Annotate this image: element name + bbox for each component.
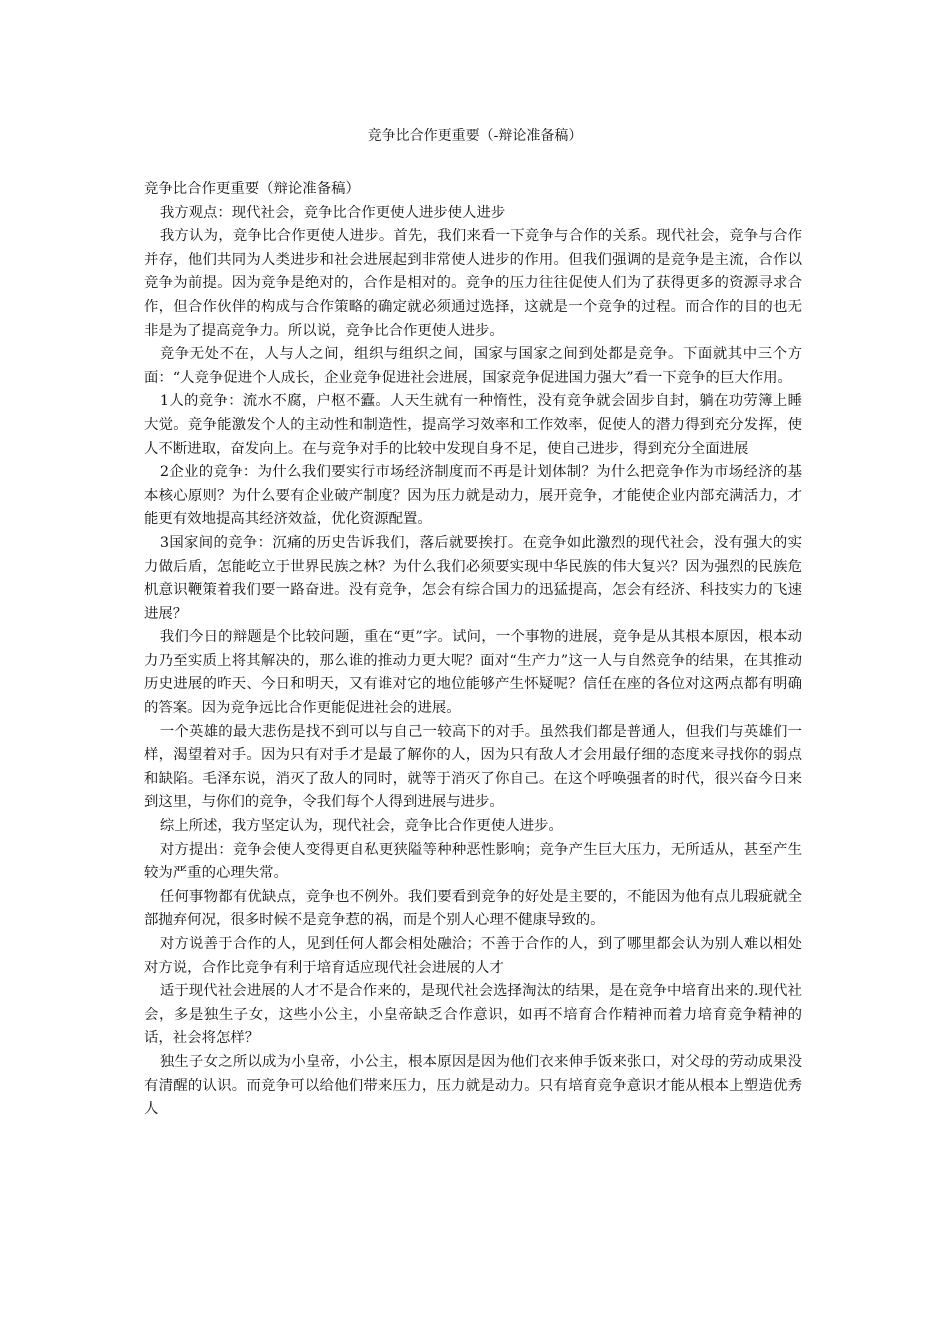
paragraph: 1人的竞争：流水不腐，户枢不蠹。人天生就有一种惰性，没有竞争就会固步自封，躺在功劳簿上睡大觉。竞争能激发个人的主动性和制造性，提高学习效率和工作效率，促使人的潜力得到充分发挥，使人不断进取，奋发向上。在与竞争对手的比较中发现自身不足，使自己进步，得到充分全面进展 — [144, 393, 802, 457]
paragraph: 对方提出：竞争会使人变得更自私更狭隘等种种恶性影响；竞争产生巨大压力，无所适从，甚至产生较为严重的心理失常。 — [144, 841, 802, 882]
paragraph: 竞争无处不在，人与人之间，组织与组织之间，国家与国家之间到处都是竞争。下面就其中三个方面：“人竞争促进个人成长，企业竞争促进社会进展，国家竞争促进国力强大”看一下竞争的巨大作用。 — [144, 346, 802, 386]
paragraph: 一个英雄的最大悲伤是找不到可以与自己一较高下的对手。虽然我们都是普通人，但我们与英雄们一样，渴望着对手。因为只有对手才是最了解你的人，因为只有敌人才会用最仔细的态度来寻找你的弱点和缺陷。毛泽东说，消灭了敌人的同时，就等于消灭了你自己。在这个呼唤强者的时代，很兴奋今日来到这里，与你们的竞争，令我们每个人得到进展与进步。 — [144, 723, 802, 811]
paragraph: 综上所述，我方坚定认为，现代社会，竞争比合作更使人进步。 — [159, 818, 563, 835]
paragraph-heading: 竞争比合作更重要（辩论准备稿） — [144, 181, 360, 197]
paragraph: 任何事物都有优缺点，竞争也不例外。我们要看到竞争的好处是主要的，不能因为他有点儿瑕疵就全部抛弃何况，很多时候不是竞争惹的祸，而是个别人心理不健康导致的。 — [144, 888, 802, 929]
paragraph: 3国家间的竞争：沉痛的历史告诉我们，落后就要挨打。在竞争如此激烈的现代社会，没有强大的实力做后盾，怎能屹立于世界民族之林？为什么我们必须要实现中华民族的伟大复兴？因为强烈的民族危机意识鞭策着我们要一路奋进。没有竞争，怎会有综合国力的迅猛提高，怎会有经济、科技实力的飞速进展？ — [144, 534, 802, 622]
paragraph: 对方说善于合作的人，见到任何人都会相处融洽；不善于合作的人，到了哪里都会认为别人难以相处对方说，合作比竞争有利于培育适应现代社会进展的人才 — [144, 936, 802, 976]
document-body — [144, 178, 802, 1122]
paragraph: 我们今日的辩题是个比较问题，重在“更”字。试问，一个事物的进展，竞争是从其根本原因，根本动力乃至实质上将其解决的，那么谁的推动力更大呢？面对“生产力”这一人与自然竞争的结果，在其推动历史进展的昨天、今日和明天，又有谁对它的地位能够产生怀疑呢？信任在座的各位对这两点都有明确的答案。因为竞争远比合作更能促进社会的进展。 — [144, 629, 802, 717]
paragraph: 我方认为，竞争比合作更使人进步。首先，我们来看一下竞争与合作的关系。现代社会，竞争与合作并存，他们共同为人类进步和社会进展起到非常使人进步的作用。但我们强调的是竞争是主流，合作以竞争为前提。因为竞争是绝对的，合作是相对的。竞争的压力往往促使人们为了获得更多的资源寻求合作，但合作伙伴的构成与合作策略的确定就必须通过选择，这就是一个竞争的过程。而合作的目的也无非是为了提高竞争力。所以说，竞争比合作更使人进步。 — [144, 228, 802, 339]
paragraph: 2企业的竞争：为什么我们要实行市场经济制度而不再是计划体制？为什么把竞争作为市场经济的基本核心原则？为什么要有企业破产制度？因为压力就是动力，展开竞争，才能使企业内部充满活力，才能更有效地提高其经济效益，优化资源配置。 — [144, 464, 802, 528]
paragraph: 适于现代社会进展的人才不是合作来的，是现代社会选择淘汰的结果，是在竞争中培育出来的.现代社会，多是独生子女，这些小公主，小皇帝缺乏合作意识，如再不培育合作精神而着力培育竞争精神的话，社会将怎样？ — [144, 983, 802, 1047]
paragraph: 我方观点：现代社会，竞争比合作更使人进步使人进步 — [159, 204, 506, 221]
paragraph: 独生子女之所以成为小皇帝，小公主，根本原因是因为他们衣来伸手饭来张口，对父母的劳动成果没有清醒的认识。而竞争可以给他们带来压力，压力就是动力。只有培育竞争意识才能从根本上塑造优秀人 — [144, 1053, 802, 1118]
document-title: 竞争比合作更重要（-辩论准备稿） — [367, 128, 583, 144]
